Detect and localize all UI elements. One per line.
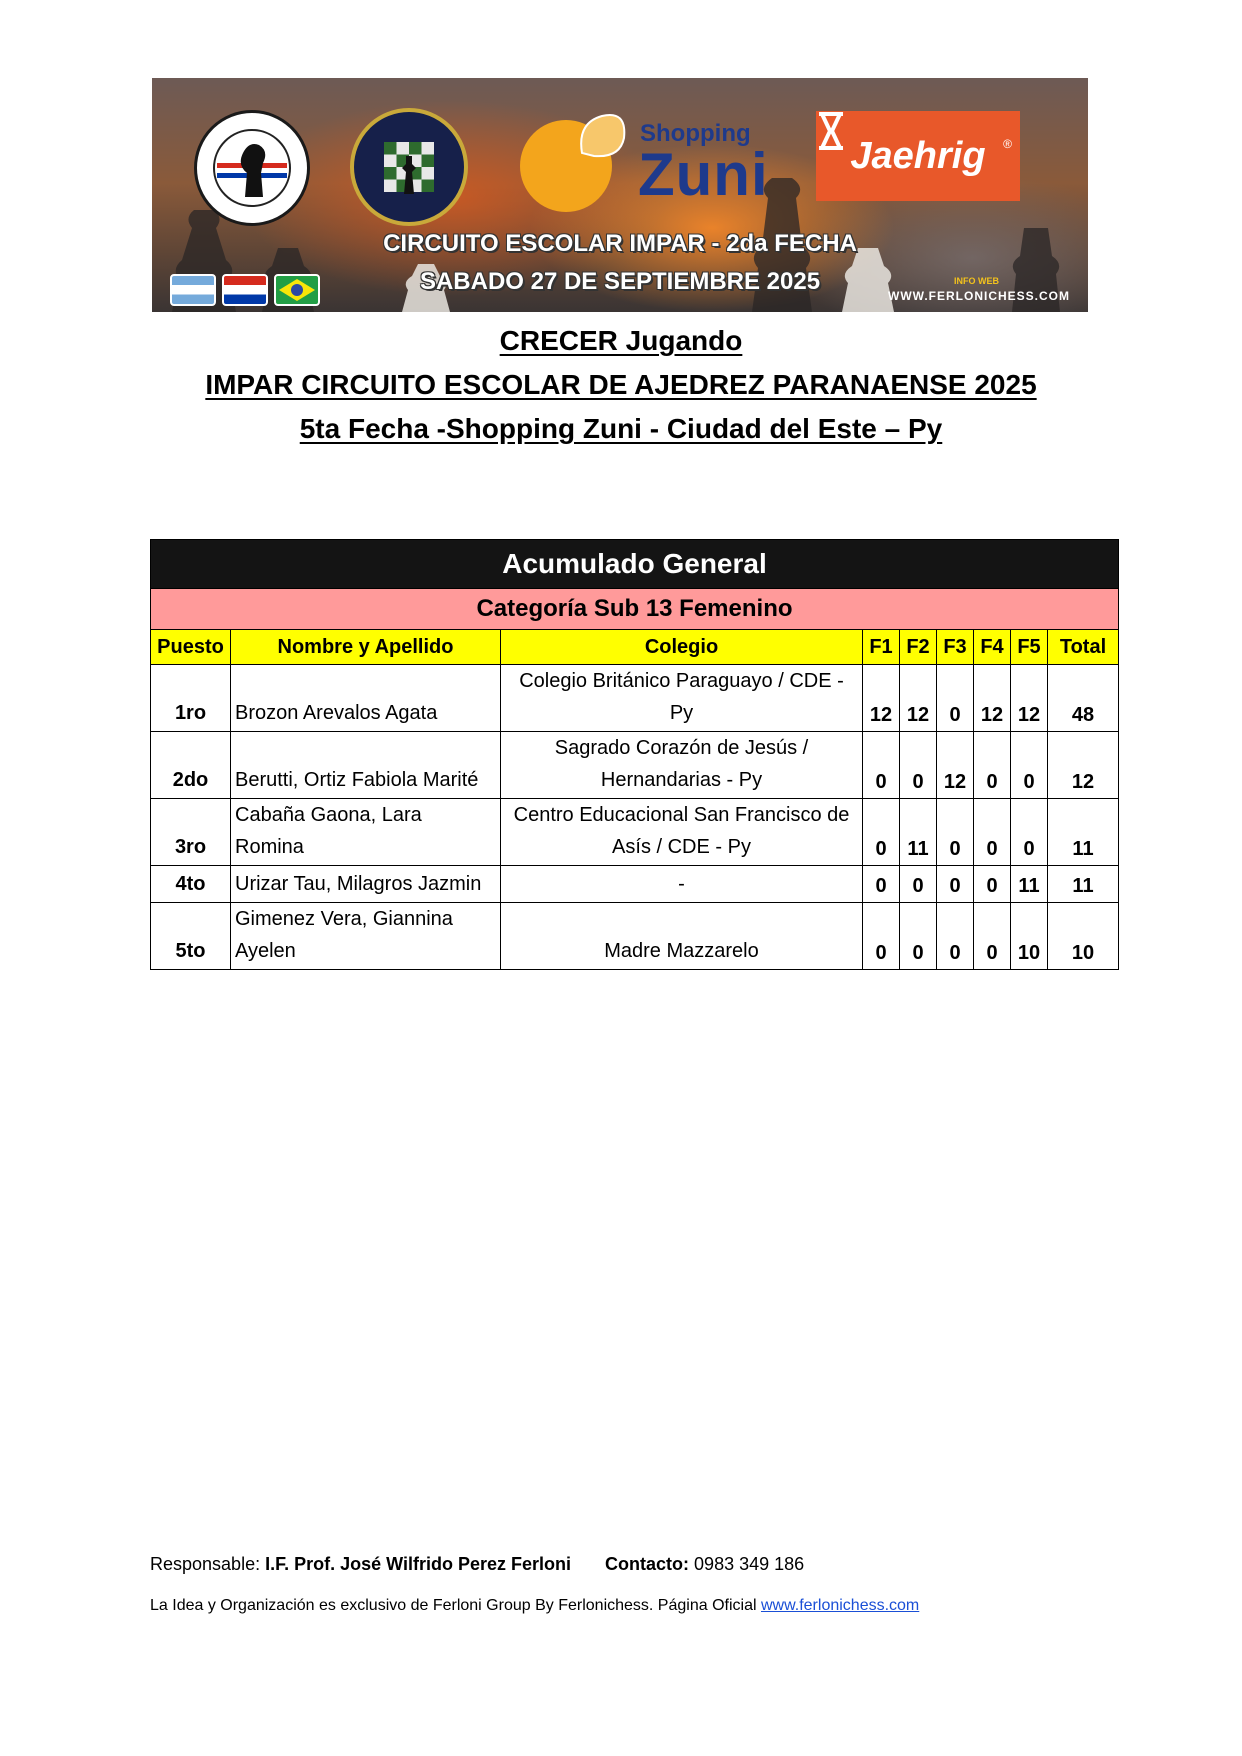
- cell-f4: 0: [974, 799, 1011, 866]
- cell-f3: 12: [937, 732, 974, 799]
- club-ferlonichess-logo: [350, 108, 468, 226]
- column-headers: [151, 630, 1119, 665]
- responsible-label: Responsable:: [150, 1554, 261, 1574]
- header-f5: F5: [1011, 630, 1048, 665]
- cell-position: 3ro: [151, 799, 231, 866]
- cell-name: Cabaña Gaona, Lara Romina: [231, 799, 501, 866]
- tournament-title: IMPAR CIRCUITO ESCOLAR DE AJEDREZ PARANAENSE 2025: [205, 369, 1037, 400]
- cell-f3: 0: [937, 903, 974, 970]
- brazil-flag-icon: [274, 274, 320, 306]
- cell-school: Colegio Británico Paraguayo / CDE - Py: [501, 665, 863, 732]
- cell-name: Berutti, Ortiz Fabiola Marité: [231, 732, 501, 799]
- zuni-label: Zuni: [638, 141, 769, 208]
- cell-school: Madre Mazzarelo: [501, 903, 863, 970]
- organization-text: La Idea y Organización es exclusivo de Ferloni Group By Ferlonichess. Página Oficial: [150, 1597, 757, 1614]
- cell-name: Brozon Arevalos Agata: [231, 665, 501, 732]
- cell-school: Sagrado Corazón de Jesús / Hernandarias - Py: [501, 732, 863, 799]
- cell-position: 5to: [151, 903, 231, 970]
- table-row: [151, 799, 1119, 866]
- jaehrig-sponsor-logo: [816, 111, 1020, 201]
- cell-f2: 0: [900, 866, 937, 903]
- responsible-line: [150, 1554, 804, 1575]
- header-f2: F2: [900, 630, 937, 665]
- cell-f4: 12: [974, 665, 1011, 732]
- cell-f5: 11: [1011, 866, 1048, 903]
- table-row: [151, 903, 1119, 970]
- paraguay-flag-icon: [222, 274, 268, 306]
- cell-f5: 10: [1011, 903, 1048, 970]
- hourglass-icon: [816, 111, 846, 151]
- cell-f2: 11: [900, 799, 937, 866]
- page-title: CRECER Jugando: [499, 325, 743, 356]
- header-f1: F1: [863, 630, 900, 665]
- round-subtitle: 5ta Fecha -Shopping Zuni - Ciudad del Este – Py: [299, 413, 943, 444]
- cell-f2: 0: [900, 732, 937, 799]
- shopping-label: Shopping: [640, 120, 751, 147]
- contact-label: Contacto:: [605, 1554, 690, 1574]
- cell-f2: 0: [900, 903, 937, 970]
- category-title: Categoría Sub 13 Femenino: [151, 589, 1119, 630]
- organization-note: [150, 1597, 919, 1615]
- cell-f3: 0: [937, 866, 974, 903]
- cell-f1: 0: [863, 903, 900, 970]
- cell-total: 11: [1048, 866, 1119, 903]
- cell-position: 1ro: [151, 665, 231, 732]
- cell-f4: 0: [974, 903, 1011, 970]
- table-title: Acumulado General: [151, 540, 1119, 589]
- responsible-name: I.F. Prof. José Wilfrido Perez Ferloni: [265, 1554, 571, 1574]
- official-site-link[interactable]: www.ferlonichess.com: [760, 1597, 920, 1614]
- cell-f5: 0: [1011, 799, 1048, 866]
- header-nombre: Nombre y Apellido: [231, 630, 501, 665]
- cell-name: Urizar Tau, Milagros Jazmin: [231, 866, 501, 903]
- cell-f5: 12: [1011, 665, 1048, 732]
- feparaj-emblem: [197, 113, 307, 223]
- jaehrig-label: Jaehrig: [850, 134, 986, 177]
- banner-event-title: CIRCUITO ESCOLAR IMPAR - 2da FECHA: [383, 230, 857, 257]
- cell-f2: 12: [900, 665, 937, 732]
- cell-name: Gimenez Vera, Giannina Ayelen: [231, 903, 501, 970]
- argentina-flag-icon: [170, 274, 216, 306]
- event-banner: [152, 78, 1088, 312]
- header-colegio: Colegio: [501, 630, 863, 665]
- info-web-label: INFO WEB: [954, 276, 999, 286]
- feparaj-logo: [194, 110, 310, 226]
- table-row: [151, 665, 1119, 732]
- cell-school: -: [501, 866, 863, 903]
- cell-position: 2do: [151, 732, 231, 799]
- cell-total: 11: [1048, 799, 1119, 866]
- banner-event-date: SABADO 27 DE SEPTIEMBRE 2025: [419, 268, 821, 295]
- contact-phone: 0983 349 186: [694, 1554, 805, 1574]
- cell-f1: 0: [863, 866, 900, 903]
- cell-f1: 0: [863, 799, 900, 866]
- cell-position: 4to: [151, 866, 231, 903]
- cell-f1: 0: [863, 732, 900, 799]
- cell-f4: 0: [974, 732, 1011, 799]
- header-f3: F3: [937, 630, 974, 665]
- header-f4: F4: [974, 630, 1011, 665]
- standings-table: [150, 539, 1119, 970]
- registered-mark: ®: [1003, 137, 1012, 151]
- table-row: [151, 866, 1119, 903]
- cell-f5: 0: [1011, 732, 1048, 799]
- cell-total: 48: [1048, 665, 1119, 732]
- cell-school: Centro Educacional San Francisco de Asís / CDE - Py: [501, 799, 863, 866]
- shopping-zuni-leaf-icon: [572, 108, 632, 168]
- cell-total: 12: [1048, 732, 1119, 799]
- header-total: Total: [1048, 630, 1119, 665]
- club-chessboard-emblem: [354, 112, 464, 222]
- table-row: [151, 732, 1119, 799]
- cell-total: 10: [1048, 903, 1119, 970]
- cell-f3: 0: [937, 665, 974, 732]
- header-puesto: Puesto: [151, 630, 231, 665]
- cell-f1: 12: [863, 665, 900, 732]
- cell-f4: 0: [974, 866, 1011, 903]
- info-web-url: WWW.FERLONICHESS.COM: [888, 289, 1070, 303]
- cell-f3: 0: [937, 799, 974, 866]
